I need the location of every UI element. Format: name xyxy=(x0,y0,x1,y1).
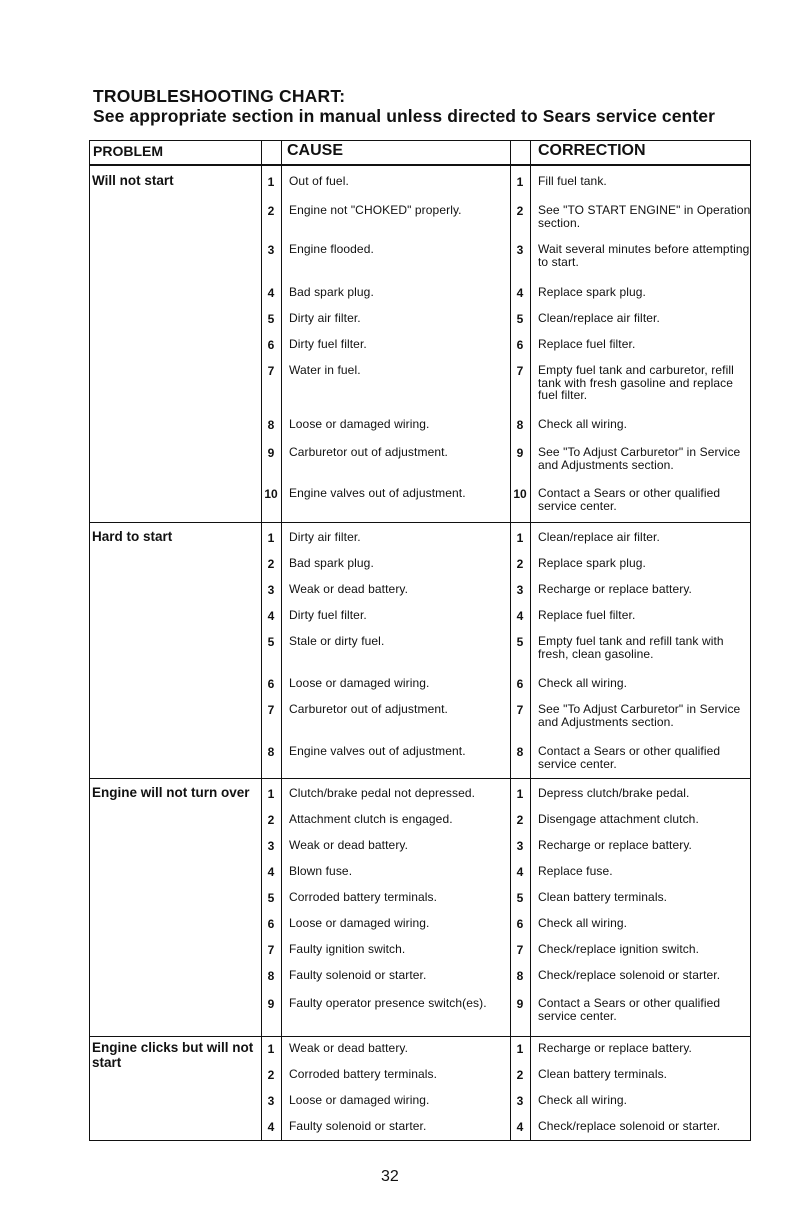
correction-cell: Contact a Sears or other qualified service center. xyxy=(538,996,721,1023)
correction-cell: Check all wiring. xyxy=(538,916,628,930)
cause-cell: Attachment clutch is engaged. xyxy=(289,812,453,826)
correction-number: 9 xyxy=(516,997,524,1011)
cause-cell: Carburetor out of adjustment. xyxy=(289,702,448,716)
cause-number: 2 xyxy=(267,557,275,571)
correction-number: 5 xyxy=(516,635,524,649)
cause-cell: Loose or damaged wiring. xyxy=(289,417,430,431)
cause-cell: Corroded battery terminals. xyxy=(289,890,438,904)
cause-cell: Dirty fuel filter. xyxy=(289,337,367,351)
cause-number: 4 xyxy=(267,286,275,300)
header-correction: CORRECTION xyxy=(538,142,646,159)
heading-line-2: See appropriate section in manual unless directed to Sears service center xyxy=(93,106,715,126)
correction-cell: Clean/replace air filter. xyxy=(538,530,660,544)
cause-number: 7 xyxy=(267,364,275,378)
cause-cell: Engine flooded. xyxy=(289,242,374,256)
group-divider xyxy=(89,1036,750,1037)
correction-number: 4 xyxy=(516,609,524,623)
problem-label: Engine will not turn over xyxy=(92,785,250,800)
correction-cell: Disengage attachment clutch. xyxy=(538,812,699,826)
cause-cell: Faulty solenoid or starter. xyxy=(289,968,427,982)
header-problem: PROBLEM xyxy=(93,143,163,159)
correction-number: 5 xyxy=(516,891,524,905)
correction-number: 8 xyxy=(516,969,524,983)
problem-column-divider xyxy=(261,140,262,1141)
cause-number: 7 xyxy=(267,703,275,717)
cause-cell: Corroded battery terminals. xyxy=(289,1067,438,1081)
correction-number: 3 xyxy=(516,1094,524,1108)
correction-cell: Contact a Sears or other qualified service center. xyxy=(538,744,721,771)
correction-number: 9 xyxy=(516,446,524,460)
cause-cell: Out of fuel. xyxy=(289,174,349,188)
cause-cell: Loose or damaged wiring. xyxy=(289,916,430,930)
correction-number: 2 xyxy=(516,204,524,218)
correction-number: 7 xyxy=(516,943,524,957)
correction-number: 3 xyxy=(516,243,524,257)
page-number: 32 xyxy=(381,1168,399,1185)
correction-cell: Clean battery terminals. xyxy=(538,890,668,904)
correction-number: 1 xyxy=(516,531,524,545)
cause-cell: Engine valves out of adjustment. xyxy=(289,744,466,758)
correction-cell: See "To Adjust Carburetor" in Service and Adjustments section. xyxy=(538,445,741,472)
correction-cell: Clean/replace air filter. xyxy=(538,311,660,325)
troubleshooting-table xyxy=(89,140,750,1141)
correction-cell: Clean battery terminals. xyxy=(538,1067,668,1081)
correction-cell: Replace spark plug. xyxy=(538,556,646,570)
correction-number: 10 xyxy=(513,487,527,501)
cause-number: 3 xyxy=(267,583,275,597)
correction-cell: Recharge or replace battery. xyxy=(538,582,692,596)
group-divider xyxy=(89,1140,750,1141)
header-cause: CAUSE xyxy=(287,142,344,159)
cause-column-divider xyxy=(510,140,511,1141)
cause-cell: Weak or dead battery. xyxy=(289,582,409,596)
table-top-border xyxy=(89,140,750,141)
correction-number: 1 xyxy=(516,175,524,189)
cause-cell: Bad spark plug. xyxy=(289,556,374,570)
correction-number: 3 xyxy=(516,839,524,853)
correction-number: 6 xyxy=(516,917,524,931)
cause-number: 1 xyxy=(267,531,275,545)
group-divider xyxy=(89,522,750,523)
cause-cell: Engine valves out of adjustment. xyxy=(289,486,466,500)
correction-cell: Contact a Sears or other qualified service center. xyxy=(538,486,721,513)
correction-number: 7 xyxy=(516,364,524,378)
correction-num-divider xyxy=(530,140,531,1141)
correction-cell: Replace fuel filter. xyxy=(538,337,636,351)
cause-number: 2 xyxy=(267,813,275,827)
correction-cell: Empty fuel tank and carburetor, refill tank with fresh gasoline and replace fuel filter. xyxy=(538,363,734,402)
problem-label: Engine clicks but will not start xyxy=(92,1040,254,1070)
cause-number: 8 xyxy=(267,969,275,983)
cause-number: 9 xyxy=(267,997,275,1011)
correction-number: 7 xyxy=(516,703,524,717)
header-bottom-border xyxy=(89,164,750,166)
correction-cell: Wait several minutes before attempting to start. xyxy=(538,242,750,269)
cause-cell: Faulty ignition switch. xyxy=(289,942,406,956)
cause-number: 5 xyxy=(267,312,275,326)
correction-number: 5 xyxy=(516,312,524,326)
cause-number: 4 xyxy=(267,865,275,879)
cause-cell: Engine not "CHOKED" properly. xyxy=(289,203,462,217)
cause-cell: Bad spark plug. xyxy=(289,285,374,299)
cause-number: 4 xyxy=(267,1120,275,1134)
problem-label: Hard to start xyxy=(92,529,173,544)
cause-cell: Carburetor out of adjustment. xyxy=(289,445,448,459)
cause-number: 10 xyxy=(264,487,278,501)
cause-number: 5 xyxy=(267,635,275,649)
table-left-border xyxy=(89,140,90,1141)
cause-cell: Stale or dirty fuel. xyxy=(289,634,385,648)
correction-number: 1 xyxy=(516,1042,524,1056)
correction-number: 8 xyxy=(516,745,524,759)
correction-cell: See "To Adjust Carburetor" in Service and Adjustments section. xyxy=(538,702,741,729)
correction-number: 4 xyxy=(516,865,524,879)
correction-cell: Fill fuel tank. xyxy=(538,174,607,188)
correction-cell: Depress clutch/brake pedal. xyxy=(538,786,690,800)
cause-cell: Loose or damaged wiring. xyxy=(289,676,430,690)
cause-number: 7 xyxy=(267,943,275,957)
correction-cell: Check all wiring. xyxy=(538,417,628,431)
cause-number: 5 xyxy=(267,891,275,905)
cause-number: 1 xyxy=(267,175,275,189)
correction-number: 4 xyxy=(516,1120,524,1134)
correction-number: 3 xyxy=(516,583,524,597)
heading-line-1: TROUBLESHOOTING CHART: xyxy=(93,86,346,106)
correction-cell: Check all wiring. xyxy=(538,1093,628,1107)
cause-cell: Weak or dead battery. xyxy=(289,838,409,852)
correction-cell: Recharge or replace battery. xyxy=(538,838,692,852)
correction-cell: Replace fuse. xyxy=(538,864,613,878)
cause-cell: Dirty air filter. xyxy=(289,530,361,544)
correction-number: 2 xyxy=(516,1068,524,1082)
correction-number: 2 xyxy=(516,557,524,571)
correction-number: 1 xyxy=(516,787,524,801)
cause-cell: Dirty air filter. xyxy=(289,311,361,325)
cause-cell: Loose or damaged wiring. xyxy=(289,1093,430,1107)
problem-label: Will not start xyxy=(92,173,174,188)
cause-cell: Faulty operator presence switch(es). xyxy=(289,996,487,1010)
correction-number: 4 xyxy=(516,286,524,300)
cause-number: 6 xyxy=(267,338,275,352)
cause-number: 1 xyxy=(267,787,275,801)
cause-cell: Water in fuel. xyxy=(289,363,361,377)
cause-number: 3 xyxy=(267,839,275,853)
correction-number: 6 xyxy=(516,677,524,691)
correction-cell: Check all wiring. xyxy=(538,676,628,690)
correction-cell: Check/replace solenoid or starter. xyxy=(538,1119,721,1133)
cause-cell: Faulty solenoid or starter. xyxy=(289,1119,427,1133)
correction-cell: Empty fuel tank and refill tank with fresh, clean gasoline. xyxy=(538,634,724,661)
correction-number: 6 xyxy=(516,338,524,352)
cause-number: 3 xyxy=(267,1094,275,1108)
cause-number: 6 xyxy=(267,917,275,931)
cause-cell: Dirty fuel filter. xyxy=(289,608,367,622)
correction-cell: See "TO START ENGINE" in Operation section. xyxy=(538,203,751,230)
cause-number: 8 xyxy=(267,745,275,759)
cause-cell: Blown fuse. xyxy=(289,864,353,878)
correction-cell: Replace fuel filter. xyxy=(538,608,636,622)
cause-num-divider xyxy=(281,140,282,1141)
cause-number: 2 xyxy=(267,204,275,218)
cause-cell: Weak or dead battery. xyxy=(289,1041,409,1055)
cause-number: 6 xyxy=(267,677,275,691)
correction-cell: Replace spark plug. xyxy=(538,285,646,299)
cause-cell: Clutch/brake pedal not depressed. xyxy=(289,786,476,800)
correction-cell: Check/replace ignition switch. xyxy=(538,942,700,956)
correction-cell: Recharge or replace battery. xyxy=(538,1041,692,1055)
cause-number: 1 xyxy=(267,1042,275,1056)
cause-number: 2 xyxy=(267,1068,275,1082)
cause-number: 4 xyxy=(267,609,275,623)
cause-number: 8 xyxy=(267,418,275,432)
correction-number: 8 xyxy=(516,418,524,432)
correction-number: 2 xyxy=(516,813,524,827)
correction-cell: Check/replace solenoid or starter. xyxy=(538,968,721,982)
group-divider xyxy=(89,778,750,779)
cause-number: 9 xyxy=(267,446,275,460)
cause-number: 3 xyxy=(267,243,275,257)
